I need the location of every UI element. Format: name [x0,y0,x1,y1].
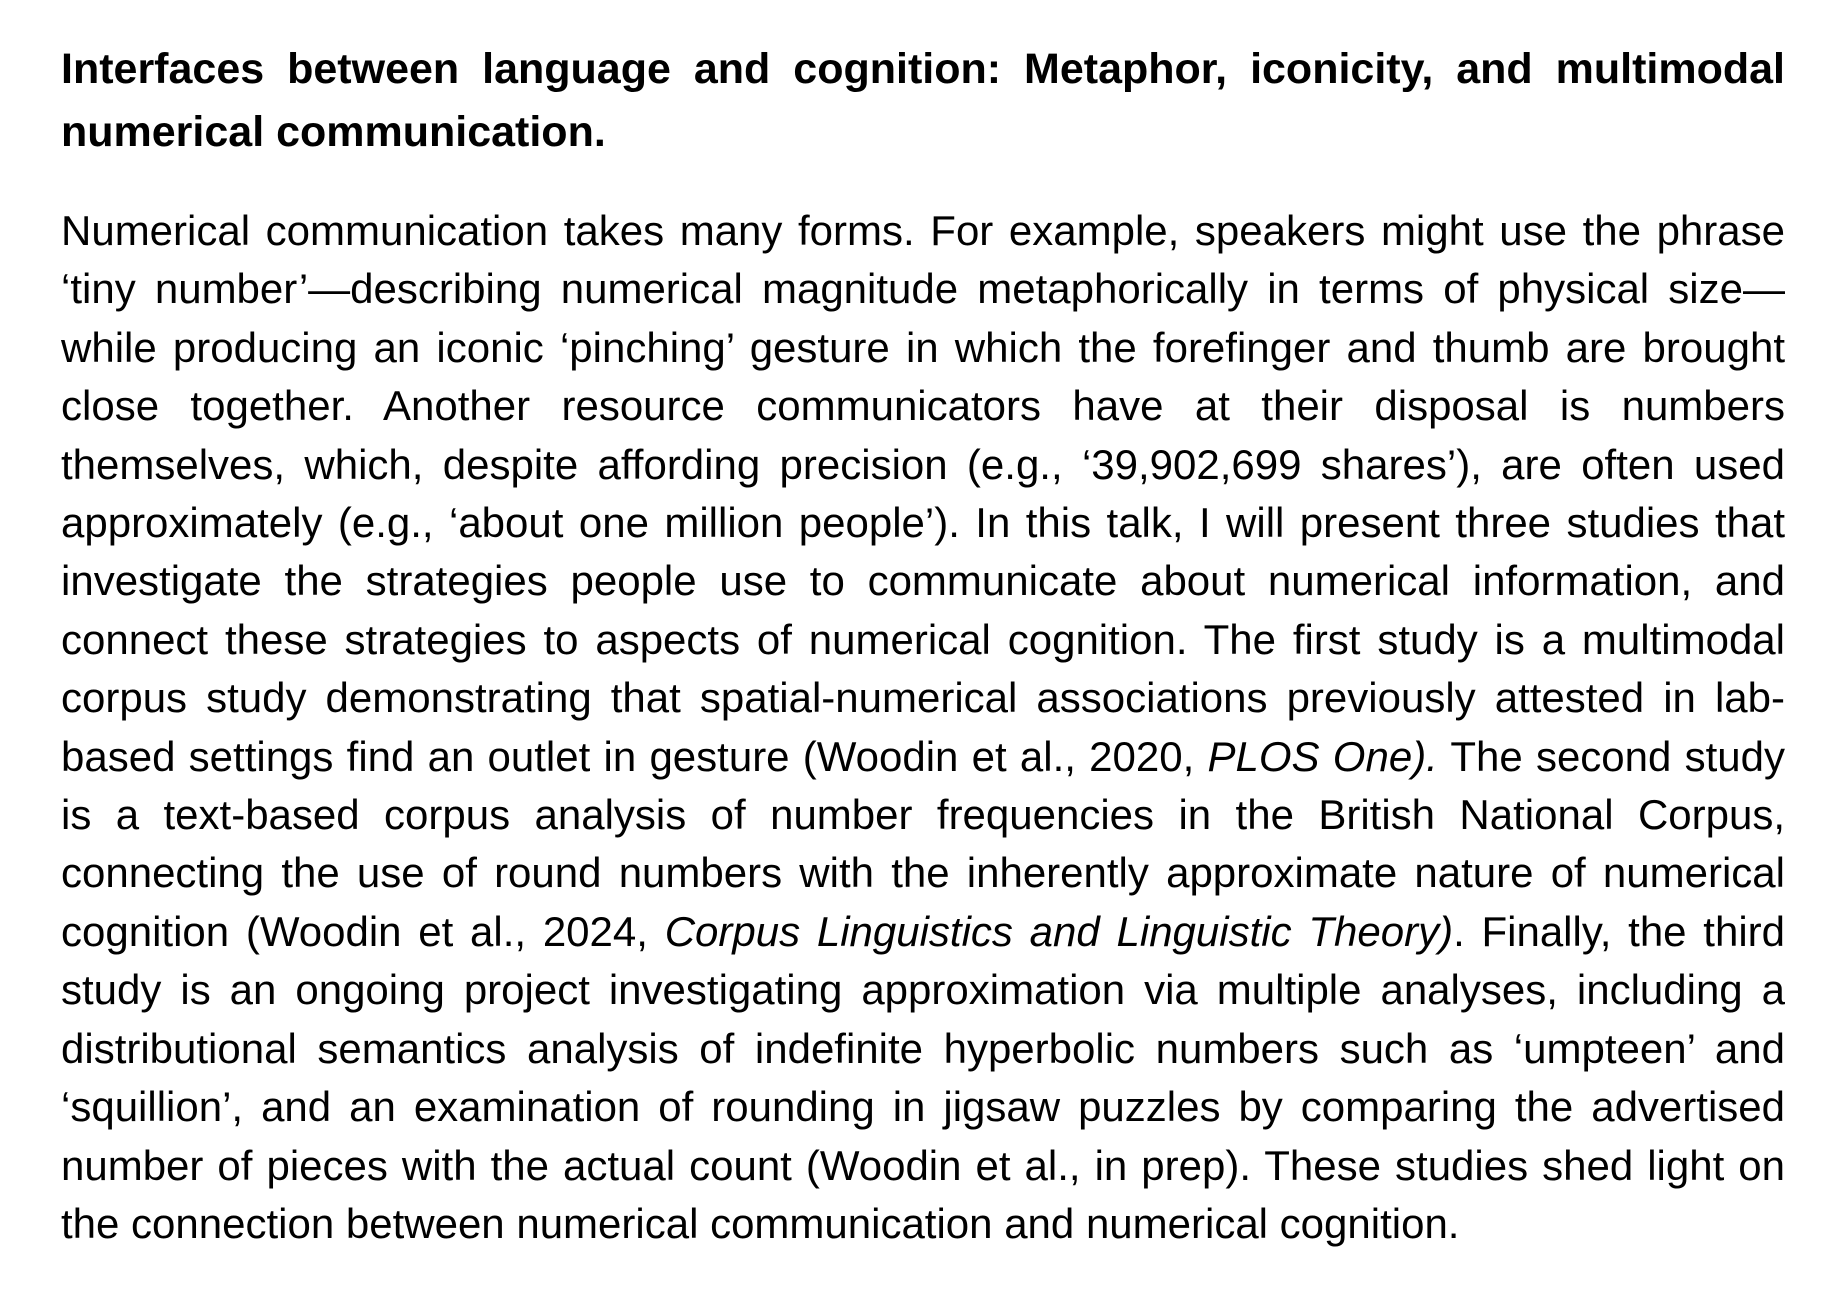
document-title: Interfaces between language and cognition: Metaphor, iconicity, and multimodal numerical communication. [61,45,1785,156]
citation-journal-plos-one: PLOS One). [1207,732,1438,780]
abstract-text-part-3: . Finally, the third study is an ongoing project investigating approximation via multiple analyses, including a distributional semantics analysis of indefinite hyperbolic numbers such as ‘umpteen’ and ‘squillion’, and an examination of rounding in jigsaw puzzles by comparing the advertised number of pieces with the actual count (Woodin et al., in prep). These studies shed light on the connection between numerical communication and numerical cognition. [61,907,1785,1247]
abstract-text-part-2: The second study is a text-based corpus analysis of number frequencies in the British National Corpus, connecting the use of round numbers with the inherently approximate nature of numerical cognition (Woodin et al., 2024, [61,732,1785,955]
document-page [61,38,1785,1253]
citation-journal-corpus-linguistics: Corpus Linguistics and Linguistic Theory) [664,907,1454,955]
abstract-paragraph [61,202,1785,1253]
abstract-text-part-1: Numerical communication takes many forms. For example, speakers might use the phrase ‘tiny number’—describing numerical magnitude metaphorically in terms of physical size—while producing an iconic ‘pinching’ gesture in which the forefinger and thumb are brought close together. Another resource communicators have at their disposal is numbers themselves, which, despite affording precision (e.g., ‘39,902,699 shares’), are often used approximately (e.g., ‘about one million people’). In this talk, I will present three studies that investigate the strategies people use to communicate about numerical information, and connect these strategies to aspects of numerical cognition. The first study is a multimodal corpus study demonstrating that spatial-numerical associations previously attested in lab-based settings find an outlet in gesture (Woodin et al., 2020, [61,207,1785,780]
